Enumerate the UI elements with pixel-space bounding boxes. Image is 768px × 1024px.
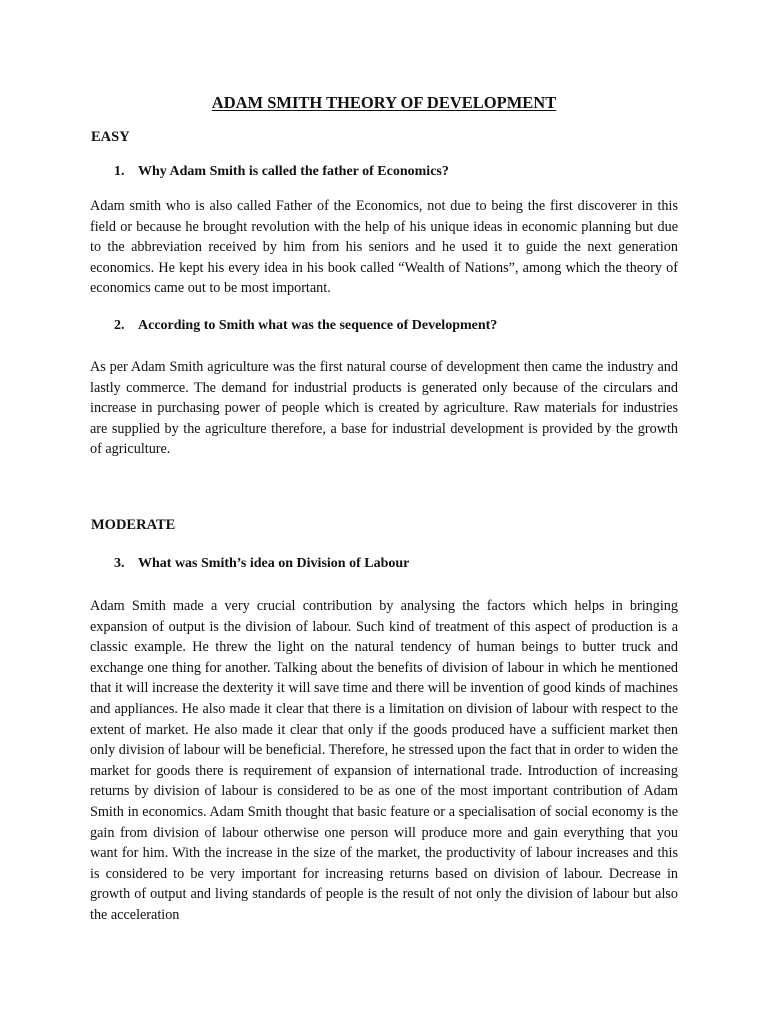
question-3 <box>114 556 409 572</box>
question-text: According to Smith what was the sequence of Development? <box>138 318 498 333</box>
question-text: Why Adam Smith is called the father of Economics? <box>138 164 449 179</box>
question-1 <box>114 164 449 180</box>
question-number: 1. <box>114 164 125 179</box>
question-number: 2. <box>114 318 125 333</box>
question-text: What was Smith’s idea on Division of Labour <box>138 556 410 571</box>
section-heading-moderate: MODERATE <box>91 517 176 533</box>
answer-2: As per Adam Smith agriculture was the first natural course of development then came the industry and lastly commerce. The demand for industrial products is generated only because of the circulars and increase in purchasing power of people which is created by agriculture. Raw materials for industries are supplied by the agriculture therefore, a base for industrial development is provided by the growth of agriculture. <box>90 359 678 458</box>
document-title: ADAM SMITH THEORY OF DEVELOPMENT <box>211 93 557 112</box>
question-number: 3. <box>114 556 125 571</box>
question-2 <box>114 318 497 334</box>
answer-1: Adam smith who is also called Father of the Economics, not due to being the first discoverer in this field or because he brought revolution with the help of his unique ideas in economic planning but due to the abbreviation received by him from his seniors and he used it to guide the next generation economics. He kept his every idea in his book called “Wealth of Nations”, among which the theory of economics came out to be most important. <box>90 198 678 297</box>
answer-3: Adam Smith made a very crucial contribution by analysing the factors which helps in bringing expansion of output is the division of labour. Such kind of treatment of this aspect of production is a classic example. He threw the light on the natural tendency of human beings to butter truck and exchange one thing for another. Talking about the benefits of division of labour in which he mentioned that it will increase the dexterity it will save time and there will be invention of good kinds of machines and appliances. He also made it clear that there is a limitation on division of labour with respect to the extent of market. He also made it clear that only if the goods produced have a sufficient market then only division of labour will be beneficial. Therefore, he stressed upon the fact that in order to widen the market for goods there is requirement of expansion of international trade. Introduction of increasing returns by division of labour is considered to be as one of the most important contribution of Adam Smith in economics. Adam Smith thought that basic feature or a specialisation of social economy is the gain from division of labour otherwise one person will produce more and gain everything that you want for him. With the increase in the size of the market, the productivity of labour increases and this is considered to be very important for increasing returns based on division of labour. Decrease in growth of output and living standards of people is the result of not only the division of labour but also the acceleration <box>90 598 678 923</box>
section-heading-easy: EASY <box>91 129 130 145</box>
